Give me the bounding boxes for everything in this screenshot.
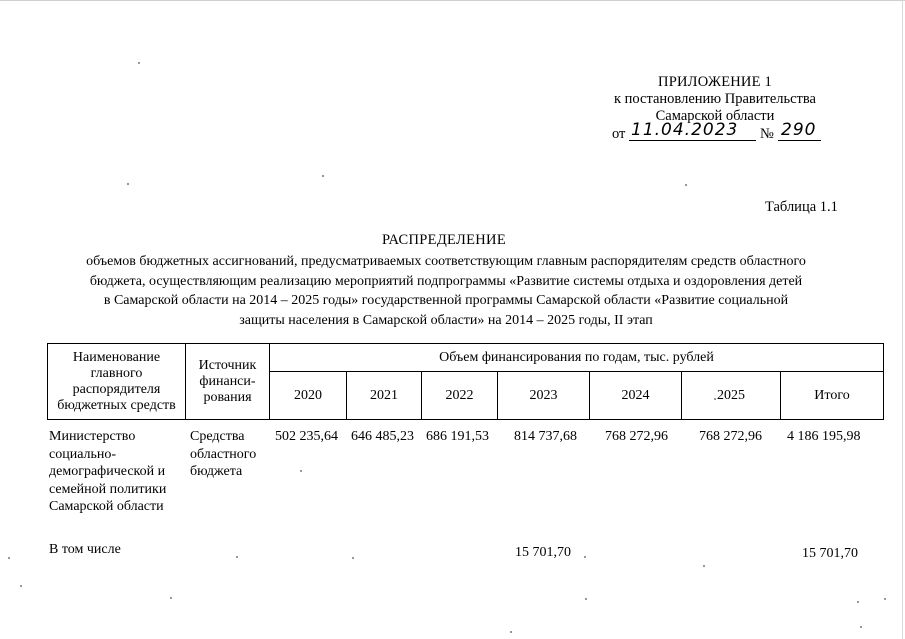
scan-speck: [127, 183, 129, 185]
header-volume: Объем финансирования по годам, тыс. рублей: [270, 344, 884, 372]
number-prefix: №: [760, 126, 774, 142]
row-1-source: Средства областного бюджета: [190, 429, 257, 479]
scan-speck: [584, 556, 586, 558]
table-label: Таблица 1.1: [765, 199, 838, 215]
appendix-line-3: Самарской области: [655, 108, 775, 124]
handwritten-number: 290: [778, 120, 821, 141]
document-subheading: [40, 252, 852, 330]
row-1-value-2023: 814 737,68: [514, 429, 577, 444]
scan-speck: [322, 175, 324, 177]
row-2-value-2023: 15 701,70: [515, 545, 571, 560]
scan-speck: [857, 601, 859, 603]
scan-speck: [860, 626, 862, 628]
scan-speck: [585, 598, 587, 600]
header-source: Источник финанси-рования: [186, 344, 270, 420]
resolution-date-number: [612, 120, 852, 146]
scan-speck: [703, 565, 705, 567]
scan-speck: [714, 398, 716, 400]
row-1-value-2021: 646 485,23: [351, 429, 414, 444]
page-right-border: [902, 0, 903, 639]
scan-speck: [300, 470, 302, 472]
header-total: Итого: [781, 372, 884, 420]
scan-speck: [510, 631, 512, 633]
subheading-line-3: в Самарской области на 2014 – 2025 годы» государственной программы Самарской области «Развитие социальной: [103, 293, 789, 308]
scan-speck: [236, 556, 238, 558]
row-2-name: В том числе: [49, 542, 121, 557]
scan-speck: [685, 184, 687, 186]
row-1-value-2024: 768 272,96: [605, 429, 668, 444]
row-1-value-2025: 768 272,96: [699, 429, 762, 444]
scan-speck: [138, 62, 140, 64]
header-year-2022: 2022: [422, 372, 498, 420]
date-prefix: от: [612, 126, 626, 142]
row-1-value-2022: 686 191,53: [426, 429, 489, 444]
row-1-value-total: 4 186 195,98: [787, 429, 861, 444]
row-1-value-2020: 502 235,64: [275, 429, 338, 444]
header-name: Наименование главного распорядителя бюджетных средств: [48, 344, 186, 420]
appendix-title: ПРИЛОЖЕНИЕ 1: [658, 74, 772, 90]
header-year-2023: 2023: [498, 372, 590, 420]
subheading-line-2: бюджета, осуществляющим реализацию мероприятий подпрограммы «Развитие системы отдыха и оздоровления детей: [89, 273, 803, 289]
scan-speck: [884, 598, 886, 600]
page-top-border: [0, 0, 905, 1]
scan-speck: [352, 557, 354, 559]
header-year-2021: 2021: [347, 372, 422, 420]
subheading-line-1: объемов бюджетных ассигнований, предусматриваемых соответствующим главным распорядителям средств областного: [86, 254, 806, 269]
row-1-name: Министерство социально-демографической и семейной политики Самарской области: [49, 429, 167, 514]
header-year-2024: 2024: [590, 372, 682, 420]
header-year-2025: 2025: [682, 372, 781, 420]
document-heading: РАСПРЕДЕЛЕНИЕ: [382, 232, 506, 248]
budget-table-header: [47, 343, 884, 420]
appendix-line-2: к постановлению Правительства: [614, 91, 816, 107]
row-2-value-total: 15 701,70: [802, 546, 858, 561]
scan-speck: [170, 597, 172, 599]
header-year-2020: 2020: [270, 372, 347, 420]
handwritten-date: 11.04.2023: [629, 120, 756, 141]
scan-speck: [20, 585, 22, 587]
scan-speck: [8, 557, 10, 559]
subheading-line-4: защиты населения в Самарской области» на 2014 – 2025 годы, II этап: [239, 312, 653, 328]
appendix-block: [590, 74, 840, 125]
